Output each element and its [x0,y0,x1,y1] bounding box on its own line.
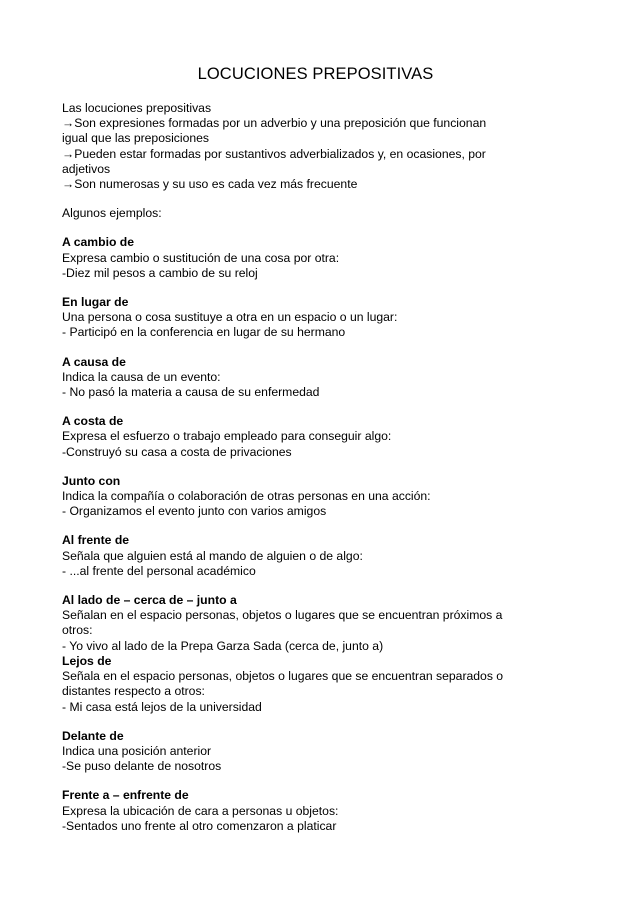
intro-line: adjetivos [62,161,111,176]
entry-line: Indica la causa de un evento: [62,369,221,384]
entry-line: -Sentados uno frente al otro comenzaron a platicar [62,818,337,833]
entry-line: Señala que alguien está al mando de alguien o de algo: [62,548,363,563]
entry-en-lugar-de [62,295,542,341]
entry-delante-de [62,729,542,775]
entry-title: En lugar de [62,295,129,310]
entry-line: - Mi casa está lejos de la universidad [62,699,262,714]
entry-title: A cambio de [62,235,135,250]
entry-line: -Diez mil pesos a cambio de su reloj [62,265,258,280]
entry-line: Expresa la ubicación de cara a personas u objetos: [62,803,339,818]
entry-line: -Se puso delante de nosotros [62,759,222,774]
entry-line: Expresa cambio o sustitución de una cosa por otra: [62,250,340,265]
entry-a-causa-de [62,355,542,401]
entry-line: Indica una posición anterior [62,743,212,758]
entry-line: Una persona o cosa sustituye a otra en un espacio o un lugar: [62,310,398,325]
entry-title: A causa de [62,354,126,369]
examples-label-block [62,206,542,221]
entry-lejos-de [62,654,542,715]
intro-line: →Son numerosas y su uso es cada vez más frecuente [62,177,358,192]
entry-title: Delante de [62,728,124,743]
entry-line: - Participó en la conferencia en lugar de su hermano [62,325,346,340]
entry-line: Señalan en el espacio personas, objetos o lugares que se encuentran próximos a [62,608,503,623]
entry-frente-a [62,788,542,834]
entry-title: Lejos de [62,653,112,668]
intro-section [62,101,542,192]
intro-line: igual que las preposiciones [62,131,210,146]
intro-heading: Las locuciones prepositivas [62,101,212,115]
intro-line: →Son expresiones formadas por un adverbio y una preposición que funcionan [62,116,487,131]
entry-title: Junto con [62,473,121,488]
page-title: LOCUCIONES PREPOSITIVAS [197,65,434,83]
entry-line: -Construyó su casa a costa de privaciones [62,444,292,459]
entry-junto-con [62,474,542,520]
entry-line: Expresa el esfuerzo o trabajo empleado para conseguir algo: [62,429,392,444]
entry-title: A costa de [62,414,124,429]
entry-line: Señala en el espacio personas, objetos o lugares que se encuentran separados o [62,669,504,684]
document-body [62,101,542,834]
entry-al-lado-de [62,593,542,654]
entry-line: - No pasó la materia a causa de su enfermedad [62,385,320,400]
intro-line: →Pueden estar formadas por sustantivos adverbializados y, en ocasiones, por [62,146,486,161]
entry-line: - Organizamos el evento junto con varios amigos [62,504,327,519]
entry-line: otros: [62,623,93,638]
entry-title: Al lado de – cerca de – junto a [62,593,237,608]
entry-line: Indica la compañía o colaboración de otras personas en una acción: [62,489,431,504]
entry-al-frente-de [62,533,542,579]
entry-line: - Yo vivo al lado de la Prepa Garza Sada (cerca de, junto a) [62,638,384,653]
entry-line: - ...al frente del personal académico [62,563,256,578]
examples-label: Algunos ejemplos: [62,206,162,221]
entry-title: Frente a – enfrente de [62,788,189,803]
entry-line: distantes respecto a otros: [62,684,205,699]
entry-a-costa-de [62,414,542,460]
entry-a-cambio-de [62,235,542,281]
entry-title: Al frente de [62,533,130,548]
